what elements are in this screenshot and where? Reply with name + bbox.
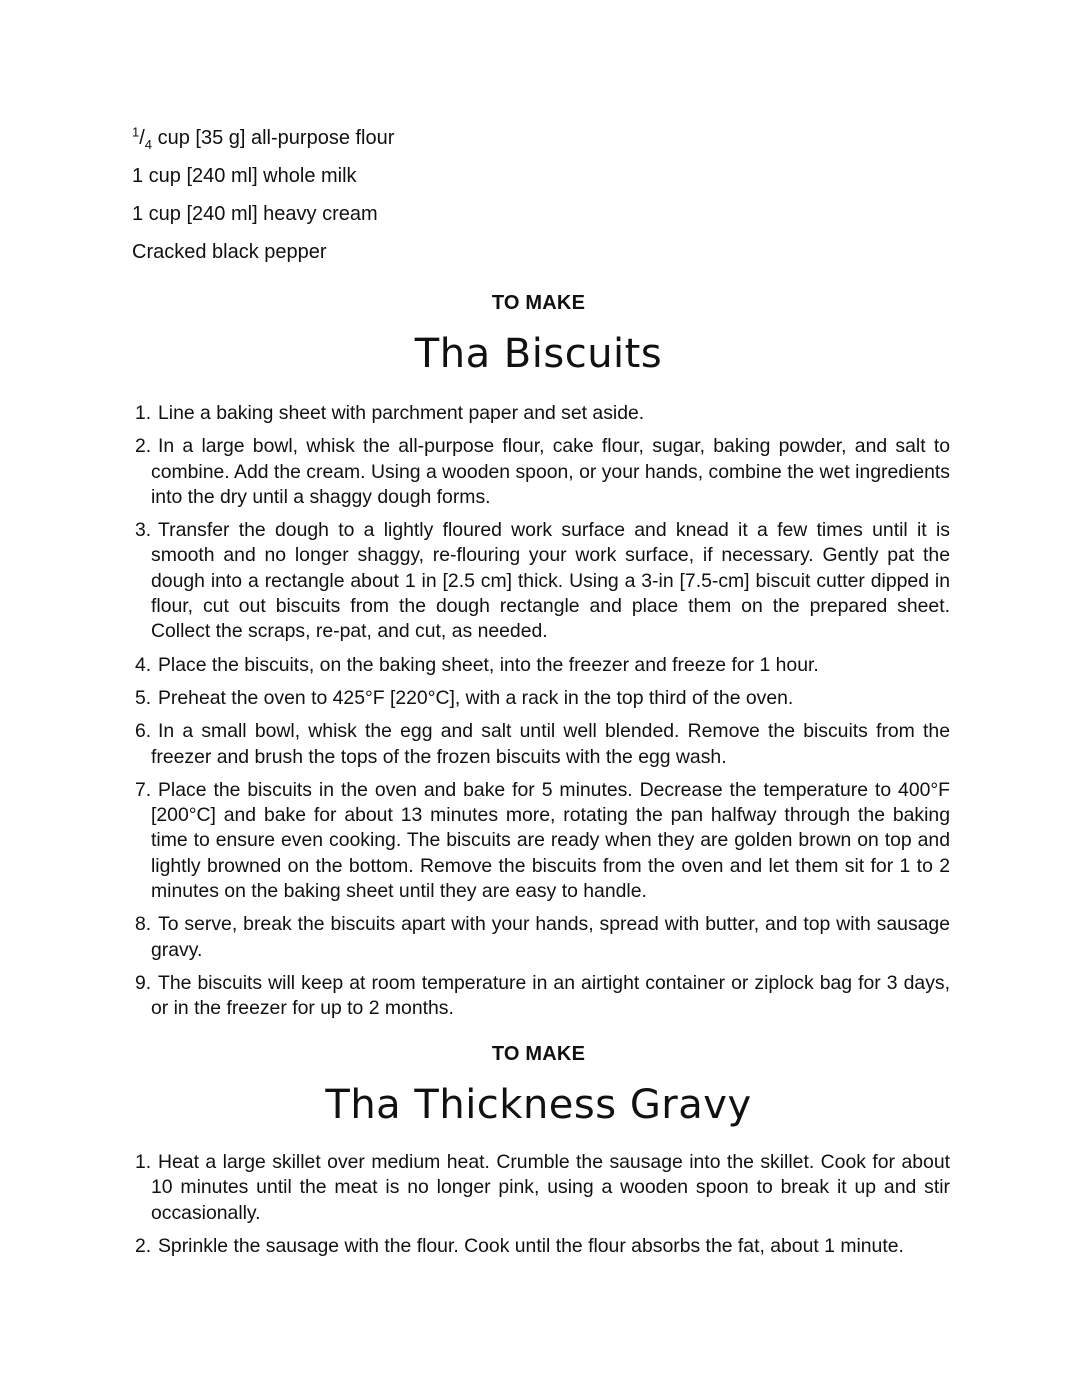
section-label-biscuits: TO MAKE bbox=[491, 292, 586, 314]
biscuit-steps bbox=[132, 401, 950, 1022]
step: 6. In a small bowl, whisk the egg and salt until well blended. Remove the biscuits from the freezer and brush the tops of the frozen biscuits with the egg wash. bbox=[135, 720, 950, 768]
ingredient-item: 1 cup [240 ml] whole milk bbox=[132, 165, 357, 187]
section-title-biscuits: Tha Biscuits bbox=[414, 331, 663, 377]
step: 2. Sprinkle the sausage with the flour. Cook until the flour absorbs the fat, about 1 minute. bbox=[135, 1234, 904, 1257]
step: 2. In a large bowl, whisk the all-purpose flour, cake flour, sugar, baking powder, and salt to combine. Add the cream. Using a wooden spoon, or your hands, combine the wet ingredients into the dry until a shaggy dough forms. bbox=[135, 435, 950, 508]
step: 4. Place the biscuits, on the baking sheet, into the freezer and freeze for 1 hour. bbox=[135, 653, 819, 676]
step: 7. Place the biscuits in the oven and bake for 5 minutes. Decrease the temperature to 400°F [200°C] and bake for about 13 minutes more, rotating the pan halfway through the baking time to ensure even cooking. The biscuits are ready when they are golden brown on top and lightly browned on the bottom. Remove the biscuits from the oven and let them sit for 1 to 2 minutes on the baking sheet until they are easy to handle. bbox=[135, 778, 950, 903]
step: 5. Preheat the oven to 425°F [220°C], with a rack in the top third of the oven. bbox=[135, 686, 794, 709]
ingredient-text: cup [35 g] all-purpose flour bbox=[157, 127, 395, 149]
ingredient-item: Cracked black pepper bbox=[132, 241, 327, 263]
gravy-steps bbox=[132, 1150, 950, 1259]
step: 1. Line a baking sheet with parchment paper and set aside. bbox=[135, 402, 645, 424]
step: 3. Transfer the dough to a lightly floured work surface and knead it a few times until it is smooth and no longer shaggy, re-flouring your work surface, if necessary. Gently pat the dough into a rectangle about 1 in [2.5 cm] thick. Using a 3-in [7.5-cm] biscuit cutter dipped in flour, cut out biscuits from the dough rectangle and place them on the prepared sheet. Collect the scraps, re-pat, and cut, as needed. bbox=[135, 519, 950, 643]
ingredient-list bbox=[132, 124, 952, 264]
step: 8. To serve, break the biscuits apart with your hands, spread with butter, and top with sausage gravy. bbox=[135, 913, 950, 961]
fraction: $^1/_4$ bbox=[132, 124, 153, 152]
step: 1. Heat a large skillet over medium heat. Crumble the sausage into the skillet. Cook for about 10 minutes until the meat is no longer pink, using a wooden spoon to break it up and stir occasionally. bbox=[135, 1151, 950, 1224]
section-title-gravy: Tha Thickness Gravy bbox=[325, 1082, 752, 1128]
section-label-gravy: TO MAKE bbox=[491, 1043, 586, 1065]
ingredient-flour bbox=[132, 126, 952, 150]
ingredient-item: 1 cup [240 ml] heavy cream bbox=[132, 203, 378, 225]
step: 9. The biscuits will keep at room temperature in an airtight container or ziplock bag for 3 days, or in the freezer for up to 2 months. bbox=[135, 971, 950, 1020]
